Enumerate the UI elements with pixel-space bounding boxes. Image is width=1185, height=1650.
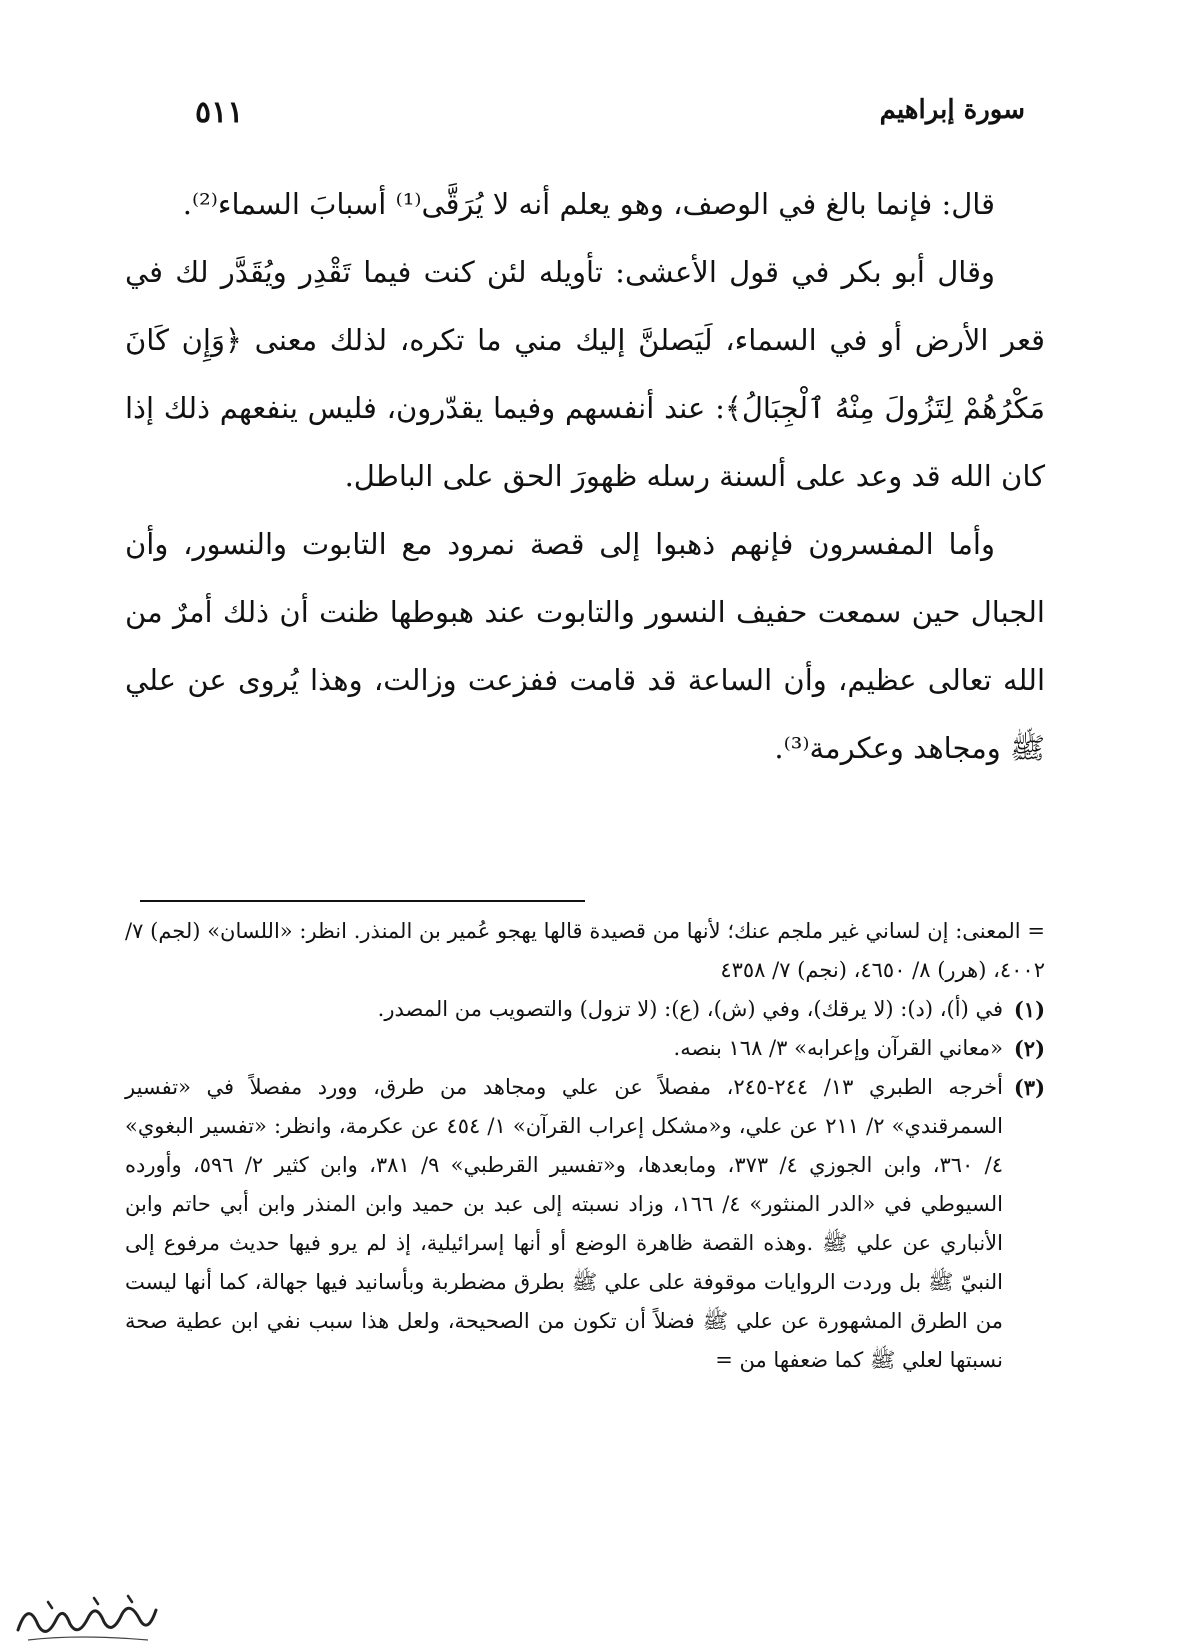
footnotes bbox=[125, 912, 1045, 1380]
footnote-divider bbox=[140, 900, 585, 902]
paragraph-3: وأما المفسرون فإنهم ذهبوا إلى قصة نمرود مع التابوت والنسور، وأن الجبال حين سمعت حفيف النسور والتابوت عند هبوطها ظنت أن ذلك أمرٌ من الله تعالى عظيم، وأن الساعة قد قامت ففزعت وزالت، وهذا يُروى عن علي ﷺ ومجاهد وعكرمة⁽³⁾. bbox=[125, 527, 1045, 765]
footnote-text: «معاني القرآن وإعرابه» ٣/ ١٦٨ بنصه. bbox=[673, 1036, 1003, 1060]
surah-title: سورة إبراهيم bbox=[879, 95, 1025, 125]
signature-mark bbox=[8, 1590, 163, 1645]
footnote-text: في (أ)، (د): (لا يرقك)، وفي (ش)، (ع): (لا تزول) والتصويب من المصدر. bbox=[377, 997, 1003, 1021]
footnote-text: أخرجه الطبري ١٣/ ٢٤٤-٢٤٥، مفصلاً عن علي ومجاهد من طرق، وورد مفصلاً في «تفسير السمرقندي» ٢/ ٢١١ عن علي، و«مشكل إعراب القرآن» ١/ ٤٥٤ عن عكرمة، وانظر: «تفسير البغوي» ٤/ ٣٦٠، وابن الجوزي ٤/ ٣٧٣، ومابعدها، و«تفسير القرطبي» ٩/ ٣٨١، وابن كثير ٢/ ٥٩٦، وأورده السيوطي في «الدر المنثور» ٤/ ١٦٦، وزاد نسبته إلى عبد بن حميد وابن المنذر وابن أبي حاتم وابن الأنباري عن علي ﷺ .وهذه القصة ظاهرة الوضع أو أنها إسرائيلية، إذ لم يرو فيها حديث مرفوع إلى النبيّ ﷺ بل وردت الروايات موقوفة على علي ﷺ بطرق مضطربة وبأسانيد فيها جهالة، كما أنها ليست من الطرق المشهورة عن علي ﷺ فضلاً أن تكون من الصحيحة، ولعل هذا سبب نفي ابن عطية صحة نسبتها لعلي ﷺ كما ضعفها من = bbox=[125, 1075, 1003, 1372]
calligraphy-signature bbox=[8, 1590, 163, 1645]
paragraph-1: قال: فإنما بالغ في الوصف، وهو يعلم أنه لا يُرَقَّى⁽¹⁾ أسبابَ السماء⁽²⁾. bbox=[182, 187, 995, 221]
footnote-number: (١) bbox=[1013, 997, 1045, 1022]
footnote-continuation: = المعنى: إن لساني غير ملجم عنك؛ لأنها من قصيدة قالها يهجو عُمير بن المنذر. انظر: «اللسان» (لجم) ٧/ ٤٠٠٢، (هرر) ٨/ ٤٦٥٠، (نجم) ٧/ ٤٣٥٨ bbox=[125, 919, 1045, 982]
footnote-3 bbox=[125, 1068, 1045, 1380]
main-text bbox=[125, 170, 1045, 782]
footnote-number: (٣) bbox=[1013, 1075, 1045, 1100]
paragraph-2: وقال أبو بكر في قول الأعشى: تأويله لئن كنت فيما تَقْدِر ويُقَدَّر لك في قعر الأرض أو في السماء، لَيَصلنَّ إليك مني ما تكره، لذلك معنى ﴿وَإِن كَانَ مَكْرُهُمْ لِتَزُولَ مِنْهُ ٱلْجِبَالُ﴾: عند أنفسهم وفيما يقدّرون، فليس ينفعهم ذلك إذا كان الله قد وعد على ألسنة رسله ظهورَ الحق على الباطل. bbox=[125, 255, 1045, 493]
page-number: ٥١١ bbox=[195, 95, 244, 130]
footnote-2 bbox=[125, 1029, 1045, 1068]
footnote-1 bbox=[125, 990, 1045, 1029]
running-head bbox=[195, 95, 1025, 145]
footnote-number: (٢) bbox=[1013, 1036, 1045, 1061]
